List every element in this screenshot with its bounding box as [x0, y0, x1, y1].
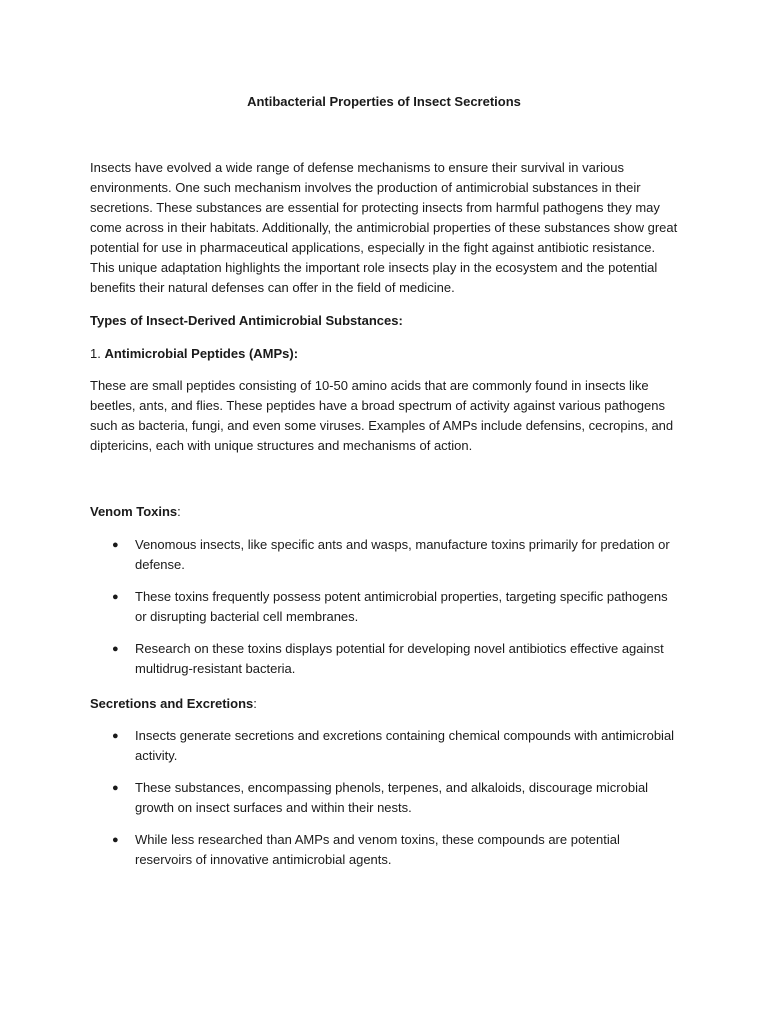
venom-heading [90, 502, 680, 522]
amp-heading-label: Antimicrobial Peptides (AMPs): [104, 346, 299, 361]
list-item [90, 778, 675, 818]
list-item-text: These toxins frequently possess potent antimicrobial properties, targeting specific pathogens or disrupting bacterial cell membranes. [135, 589, 668, 624]
list-item [90, 535, 675, 575]
bullet-icon: ● [112, 782, 119, 794]
list-item [90, 639, 675, 679]
list-item-text: Insects generate secretions and excretions containing chemical compounds with antimicrobial activity. [135, 728, 675, 763]
types-heading: Types of Insect-Derived Antimicrobial Substances: [90, 313, 403, 328]
list-item [90, 587, 675, 627]
list-item [90, 726, 675, 766]
document-title: Antibacterial Properties of Insect Secretions [247, 94, 521, 109]
bullet-icon: ● [112, 539, 119, 551]
list-item-text: These substances, encompassing phenols, terpenes, and alkaloids, discourage microbial growth on insect surfaces and within their nests. [135, 780, 649, 815]
secretions-bullet-list [90, 726, 690, 882]
venom-heading-colon: : [177, 504, 181, 519]
venom-heading-label: Venom Toxins [90, 504, 178, 519]
list-item-text: While less researched than AMPs and venom toxins, these compounds are potential reservoirs of innovative antimicrobial agents. [135, 832, 620, 867]
secretions-heading-colon: : [253, 696, 257, 711]
venom-bullet-list [90, 535, 690, 691]
list-item-text: Research on these toxins displays potential for developing novel antibiotics effective against multidrug-resistant bacteria. [135, 641, 664, 676]
list-item [90, 830, 675, 870]
amp-paragraph: These are small peptides consisting of 10-50 amino acids that are commonly found in insects like beetles, ants, and flies. These peptides have a broad spectrum of activity against various pathogens such as bacteria, fungi, and even some viruses. Examples of AMPs include defensins, cecropins, and diptericins, each with unique structures and mechanisms of action. [90, 378, 674, 453]
secretions-heading-label: Secretions and Excretions [90, 696, 254, 711]
bullet-icon: ● [112, 643, 119, 655]
intro-paragraph: Insects have evolved a wide range of defense mechanisms to ensure their survival in various environments. One such mechanism involves the production of antimicrobial substances in their secretions. These substances are essential for protecting insects from harmful pathogens they may come across in their habitats. Additionally, the antimicrobial properties of these substances show great potential for use in pharmaceutical applications, especially in the fight against antibiotic resistance. This unique adaptation highlights the important role insects play in the ecosystem and the potential benefits their natural defenses can offer in the field of medicine. [90, 160, 678, 295]
amp-number: 1. [90, 346, 101, 361]
bullet-icon: ● [112, 591, 119, 603]
secretions-heading [90, 694, 680, 714]
amp-heading [90, 344, 680, 364]
bullet-icon: ● [112, 834, 119, 846]
list-item-text: Venomous insects, like specific ants and wasps, manufacture toxins primarily for predation or defense. [135, 537, 670, 572]
bullet-icon: ● [112, 730, 119, 742]
